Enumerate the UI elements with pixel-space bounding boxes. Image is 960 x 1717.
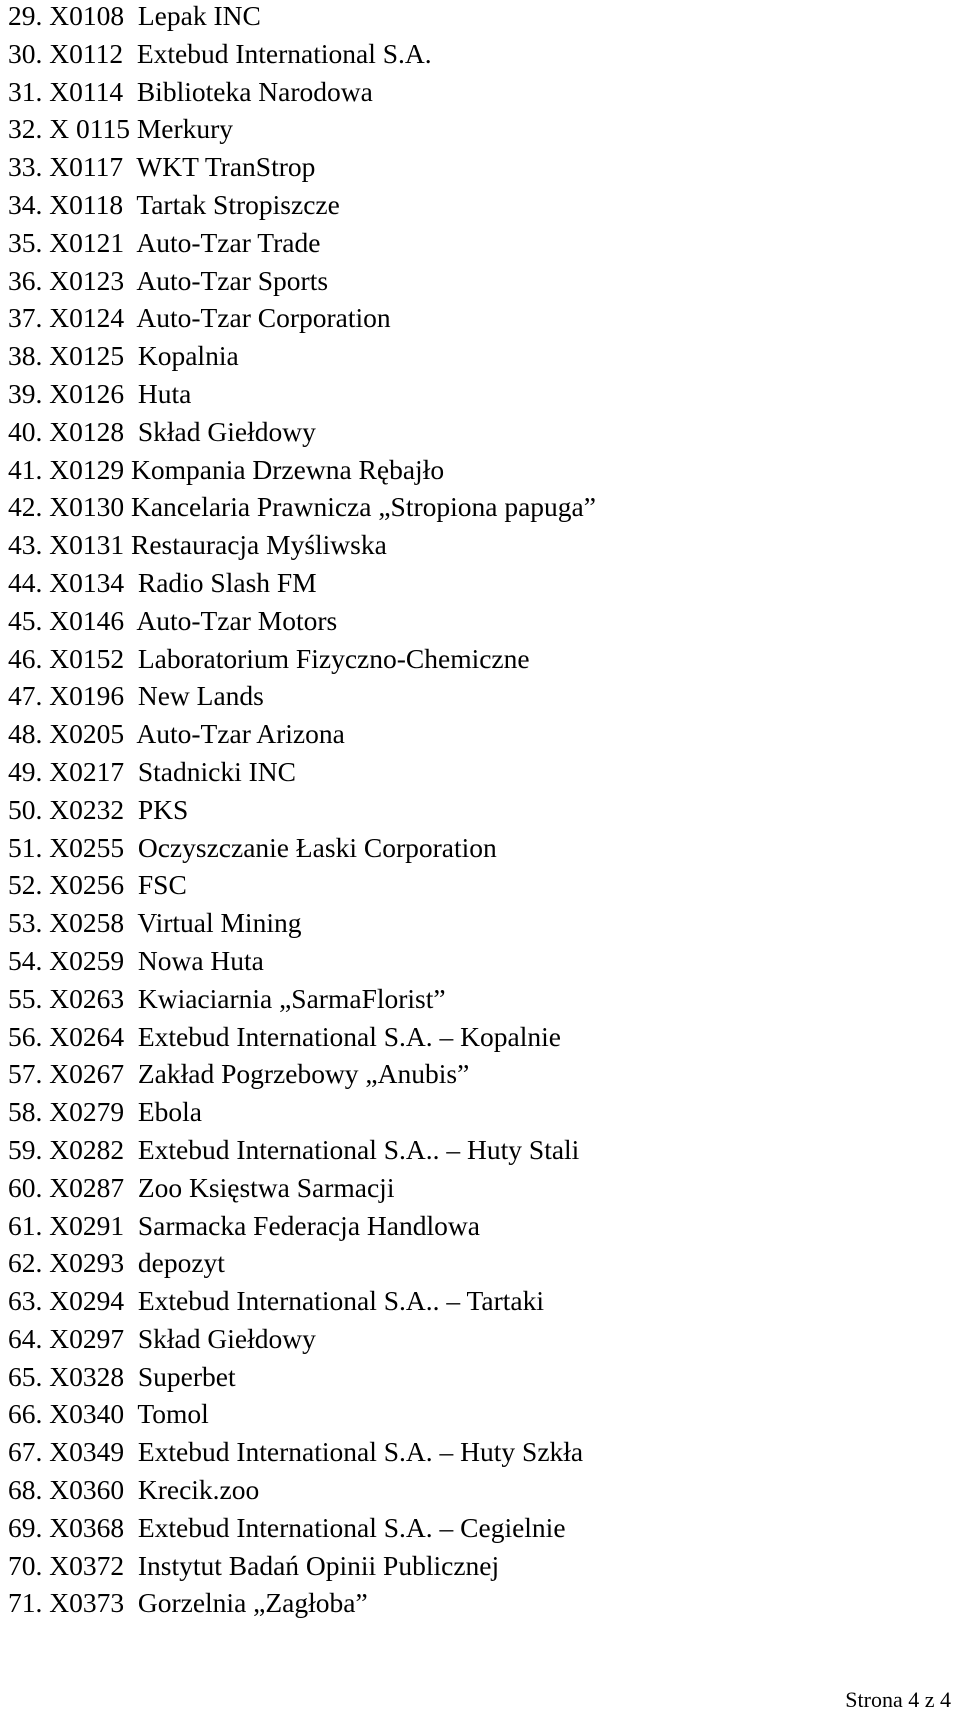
- list-item-text: 61. X0291 Sarmacka Federacja Handlowa: [8, 1209, 480, 1241]
- list-item: [8, 715, 596, 753]
- list-item-text: 30. X0112 Extebud International S.A.: [8, 37, 432, 69]
- list-item-text: 48. X0205 Auto-Tzar Arizona: [8, 718, 345, 750]
- page-number-footer: Strona 4 z 4: [845, 1687, 951, 1712]
- list-item: [8, 337, 596, 375]
- list-item: [8, 299, 596, 337]
- list-item: [8, 451, 596, 489]
- list-item-text: 39. X0126 Huta: [8, 377, 192, 409]
- list-item-text: 44. X0134 Radio Slash FM: [8, 566, 317, 598]
- list-item-text: 58. X0279 Ebola: [8, 1096, 203, 1128]
- list-item: [8, 0, 596, 35]
- list-item: [8, 1395, 596, 1433]
- list-item-text: 49. X0217 Stadnicki INC: [8, 755, 296, 787]
- list-item: [8, 677, 596, 715]
- list-item: [8, 1509, 596, 1547]
- list-item: [8, 1169, 596, 1207]
- list-item: [8, 753, 596, 791]
- list-item-text: 35. X0121 Auto-Tzar Trade: [8, 226, 321, 258]
- list-item: [8, 1018, 596, 1056]
- list-item-text: 29. X0108 Lepak INC: [8, 0, 261, 31]
- list-item-text: 47. X0196 New Lands: [8, 680, 264, 712]
- list-item-text: 71. X0373 Gorzelnia „Zagłoba”: [8, 1587, 368, 1619]
- list-item: [8, 1207, 596, 1245]
- list-item: [8, 375, 596, 413]
- list-item: [8, 1547, 596, 1585]
- list-item: [8, 564, 596, 602]
- list-item-text: 55. X0263 Kwiaciarnia „SarmaFlorist”: [8, 982, 446, 1014]
- list-item-text: 67. X0349 Extebud International S.A. – Huty Szkła: [8, 1436, 584, 1468]
- list-item: [8, 1093, 596, 1131]
- list-item-text: 64. X0297 Skład Giełdowy: [8, 1322, 316, 1354]
- list-item-text: 45. X0146 Auto-Tzar Motors: [8, 604, 338, 636]
- list-item-text: 38. X0125 Kopalnia: [8, 340, 239, 372]
- list-item-text: 40. X0128 Skład Giełdowy: [8, 415, 316, 447]
- list-item-text: 32. X 0115 Merkury: [8, 113, 234, 145]
- list-item-text: 41. X0129 Kompania Drzewna Rębajło: [8, 453, 445, 485]
- list-item: [8, 488, 596, 526]
- list-item: [8, 1131, 596, 1169]
- list-item: [8, 829, 596, 867]
- list-item-text: 56. X0264 Extebud International S.A. – Kopalnie: [8, 1020, 561, 1052]
- list-item: [8, 262, 596, 300]
- list-item: [8, 1433, 596, 1471]
- list-item: [8, 1244, 596, 1282]
- list-item: [8, 73, 596, 111]
- list-item-text: 63. X0294 Extebud International S.A.. – Tartaki: [8, 1285, 545, 1317]
- list-item: [8, 791, 596, 829]
- list-item: [8, 980, 596, 1018]
- entry-list: [8, 0, 596, 1622]
- list-item-text: 37. X0124 Auto-Tzar Corporation: [8, 302, 391, 334]
- list-item-text: 33. X0117 WKT TranStrop: [8, 151, 316, 183]
- list-item-text: 62. X0293 depozyt: [8, 1247, 225, 1279]
- list-item: [8, 526, 596, 564]
- list-item-text: 42. X0130 Kancelaria Prawnicza „Stropiona papuga”: [8, 491, 596, 523]
- list-item-text: 34. X0118 Tartak Stropiszcze: [8, 188, 340, 220]
- list-item: [8, 1584, 596, 1622]
- list-item: [8, 35, 596, 73]
- list-item-text: 60. X0287 Zoo Księstwa Sarmacji: [8, 1171, 395, 1203]
- list-item-text: 36. X0123 Auto-Tzar Sports: [8, 264, 329, 296]
- list-item-text: 43. X0131 Restauracja Myśliwska: [8, 529, 387, 561]
- list-item-text: 53. X0258 Virtual Mining: [8, 907, 302, 939]
- list-item-text: 46. X0152 Laboratorium Fizyczno-Chemiczne: [8, 642, 530, 674]
- list-item-text: 70. X0372 Instytut Badań Opinii Publicznej: [8, 1549, 500, 1581]
- list-item: [8, 1471, 596, 1509]
- list-item-text: 59. X0282 Extebud International S.A.. – Huty Stali: [8, 1133, 580, 1165]
- list-item-text: 68. X0360 Krecik.zoo: [8, 1474, 260, 1506]
- list-item: [8, 904, 596, 942]
- list-item-text: 65. X0328 Superbet: [8, 1360, 236, 1392]
- list-item-text: 66. X0340 Tomol: [8, 1398, 209, 1430]
- list-item: [8, 413, 596, 451]
- list-item: [8, 110, 596, 148]
- list-item: [8, 1055, 596, 1093]
- list-item-text: 69. X0368 Extebud International S.A. – Cegielnie: [8, 1511, 566, 1543]
- list-item-text: 51. X0255 Oczyszczanie Łaski Corporation: [8, 831, 497, 863]
- list-item-text: 52. X0256 FSC: [8, 869, 187, 901]
- list-item: [8, 640, 596, 678]
- list-item: [8, 1320, 596, 1358]
- list-item-text: 50. X0232 PKS: [8, 793, 189, 825]
- list-item: [8, 224, 596, 262]
- list-item: [8, 148, 596, 186]
- list-item: [8, 602, 596, 640]
- list-item: [8, 866, 596, 904]
- list-item: [8, 186, 596, 224]
- list-item-text: 31. X0114 Biblioteka Narodowa: [8, 75, 373, 107]
- list-item-text: 57. X0267 Zakład Pogrzebowy „Anubis”: [8, 1058, 470, 1090]
- list-item: [8, 942, 596, 980]
- list-item: [8, 1358, 596, 1396]
- list-item: [8, 1282, 596, 1320]
- list-item-text: 54. X0259 Nowa Huta: [8, 944, 264, 976]
